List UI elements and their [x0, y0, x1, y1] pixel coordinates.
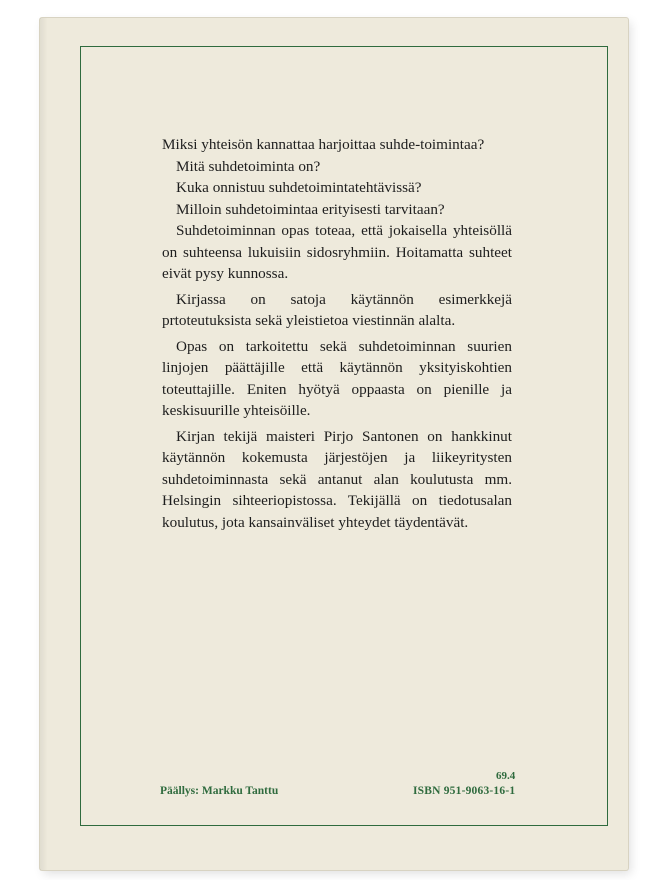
cover-credit: Päällys: Markku Tanttu [160, 785, 279, 797]
question-1: Miksi yhteisön kannattaa harjoittaa suhde-toimintaa? [162, 136, 485, 153]
price-code: 69.4 [496, 770, 516, 782]
paragraph-3: Opas on tarkoitettu sekä suhdetoiminnan suurien linjojen päättäjille että käytännön yksityiskohtien toteuttajille. Eniten hyötyä oppaasta on pienille ja keskisuurille yhteisöille. [162, 337, 512, 419]
blurb-text [162, 134, 512, 537]
paragraph-1: Suhdetoiminnan opas toteaa, että jokaisella yhteisöllä on suhteensa lukuisiin sidosryhmiin. Hoitamatta suhteet eivät pysy kunnossa. [162, 222, 512, 282]
question-4: Milloin suhdetoimintaa erityisesti tarvitaan? [176, 200, 445, 218]
paragraph-2: Kirjassa on satoja käytännön esimerkkejä prtoteutuksista sekä yleistietoa viestinnän alalta. [162, 290, 512, 329]
isbn-number: ISBN 951-9063-16-1 [413, 785, 516, 797]
question-3: Kuka onnistuu suhdetoimintatehtävissä? [176, 179, 422, 196]
paragraph-4: Kirjan tekijä maisteri Pirjo Santonen on hankkinut käytännön kokemusta järjestöjen ja liikeyritysten suhdetoiminnasta sekä antanut alan koulutusta mm. Helsingin sihteeriopistossa. Tekijällä on tiedotusalan koulutus, jota kansainväliset yhteydet täydentävät. [162, 427, 512, 531]
question-2: Mitä suhdetoiminta on? [176, 157, 321, 175]
spine-shadow [40, 18, 48, 870]
